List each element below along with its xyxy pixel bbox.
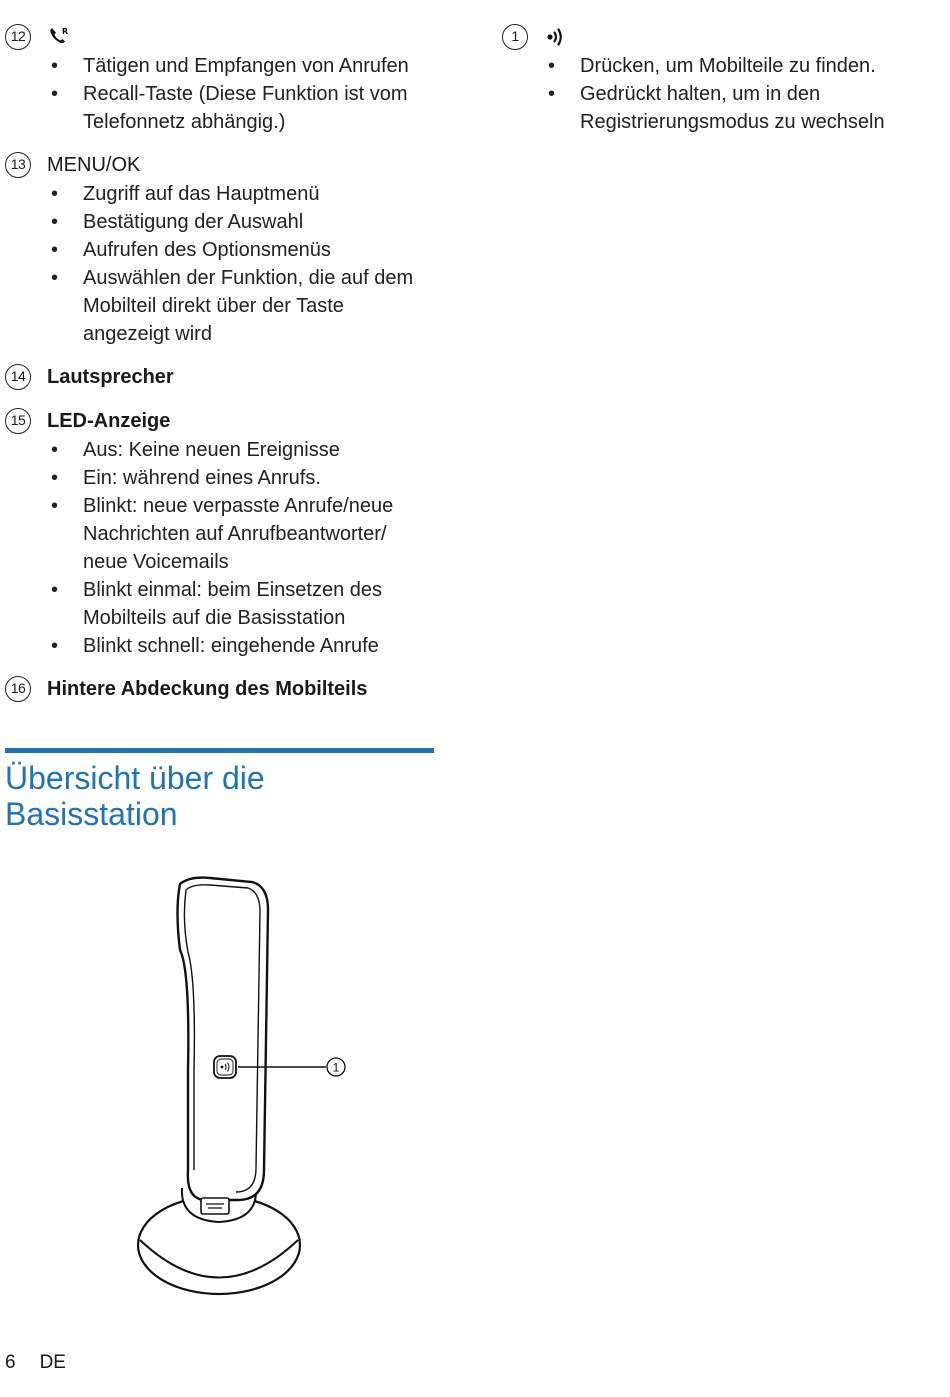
bullet: • Drücken, um Mobilteile zu finden. [502,52,942,80]
bullet: • Gedrückt halten, um in den Registrierungsmodus zu wechseln [502,80,942,136]
item-1-bullets [502,52,942,136]
bullet: • Aus: Keine neuen Ereignisse [5,436,435,464]
right-column [502,22,942,150]
page-footer [5,1352,66,1374]
section-title-line1: Übersicht über die [5,760,265,796]
item-14 [5,362,435,392]
item-1 [502,22,942,136]
item-14-head [5,362,435,392]
item-16-head [5,674,435,704]
bullet: • Blinkt: neue verpasste Anrufe/neue Nachrichten auf Anrufbeantworter/ neue Voicemails [5,492,435,576]
bullet: • Ein: während eines Anrufs. [5,464,435,492]
item-12 [5,22,435,136]
bullet: • Auswählen der Funktion, die auf dem Mobilteil direkt über der Taste angezeigt wird [5,264,435,348]
item-title: MENU/OK [47,153,141,176]
callout-label: 1 [332,1060,340,1075]
item-number: 15 [5,408,31,434]
left-column [5,22,435,718]
page-number: 6 [5,1352,16,1373]
paging-signal-icon [544,25,568,49]
item-12-bullets [5,52,435,136]
svg-text:R: R [62,27,69,36]
item-15 [5,406,435,660]
item-number: 14 [5,364,31,390]
section-title [5,760,445,832]
bullet: • Recall-Taste (Diese Funktion ist vom Telefonnetz abhängig.) [5,80,435,136]
item-16 [5,674,435,704]
bullet: • Blinkt schnell: eingehende Anrufe [5,632,435,660]
item-title: LED-Anzeige [47,409,171,432]
item-1-head [502,22,942,52]
item-title: Hintere Abdeckung des Mobilteils [47,677,368,700]
base-station-illustration [130,870,370,1300]
section-rule [5,748,434,753]
item-number: 13 [5,152,31,178]
item-13 [5,150,435,348]
language-code: DE [39,1352,66,1373]
bullet: • Zugriff auf das Hauptmenü [5,180,435,208]
item-number: 1 [502,24,528,50]
item-13-head [5,150,435,180]
item-13-bullets [5,180,435,348]
item-number: 12 [5,24,31,50]
item-15-head [5,406,435,436]
item-number: 16 [5,676,31,702]
section-title-line2: Basisstation [5,796,178,832]
bullet: • Blinkt einmal: beim Einsetzen des Mobilteils auf die Basisstation [5,576,435,632]
base-station-figure [130,870,370,1300]
phone-recall-icon [47,25,71,49]
bullet: • Aufrufen des Optionsmenüs [5,236,435,264]
item-15-bullets [5,436,435,660]
bullet: • Bestätigung der Auswahl [5,208,435,236]
item-12-head [5,22,435,52]
bullet: • Tätigen und Empfangen von Anrufen [5,52,435,80]
item-title: Lautsprecher [47,365,174,388]
